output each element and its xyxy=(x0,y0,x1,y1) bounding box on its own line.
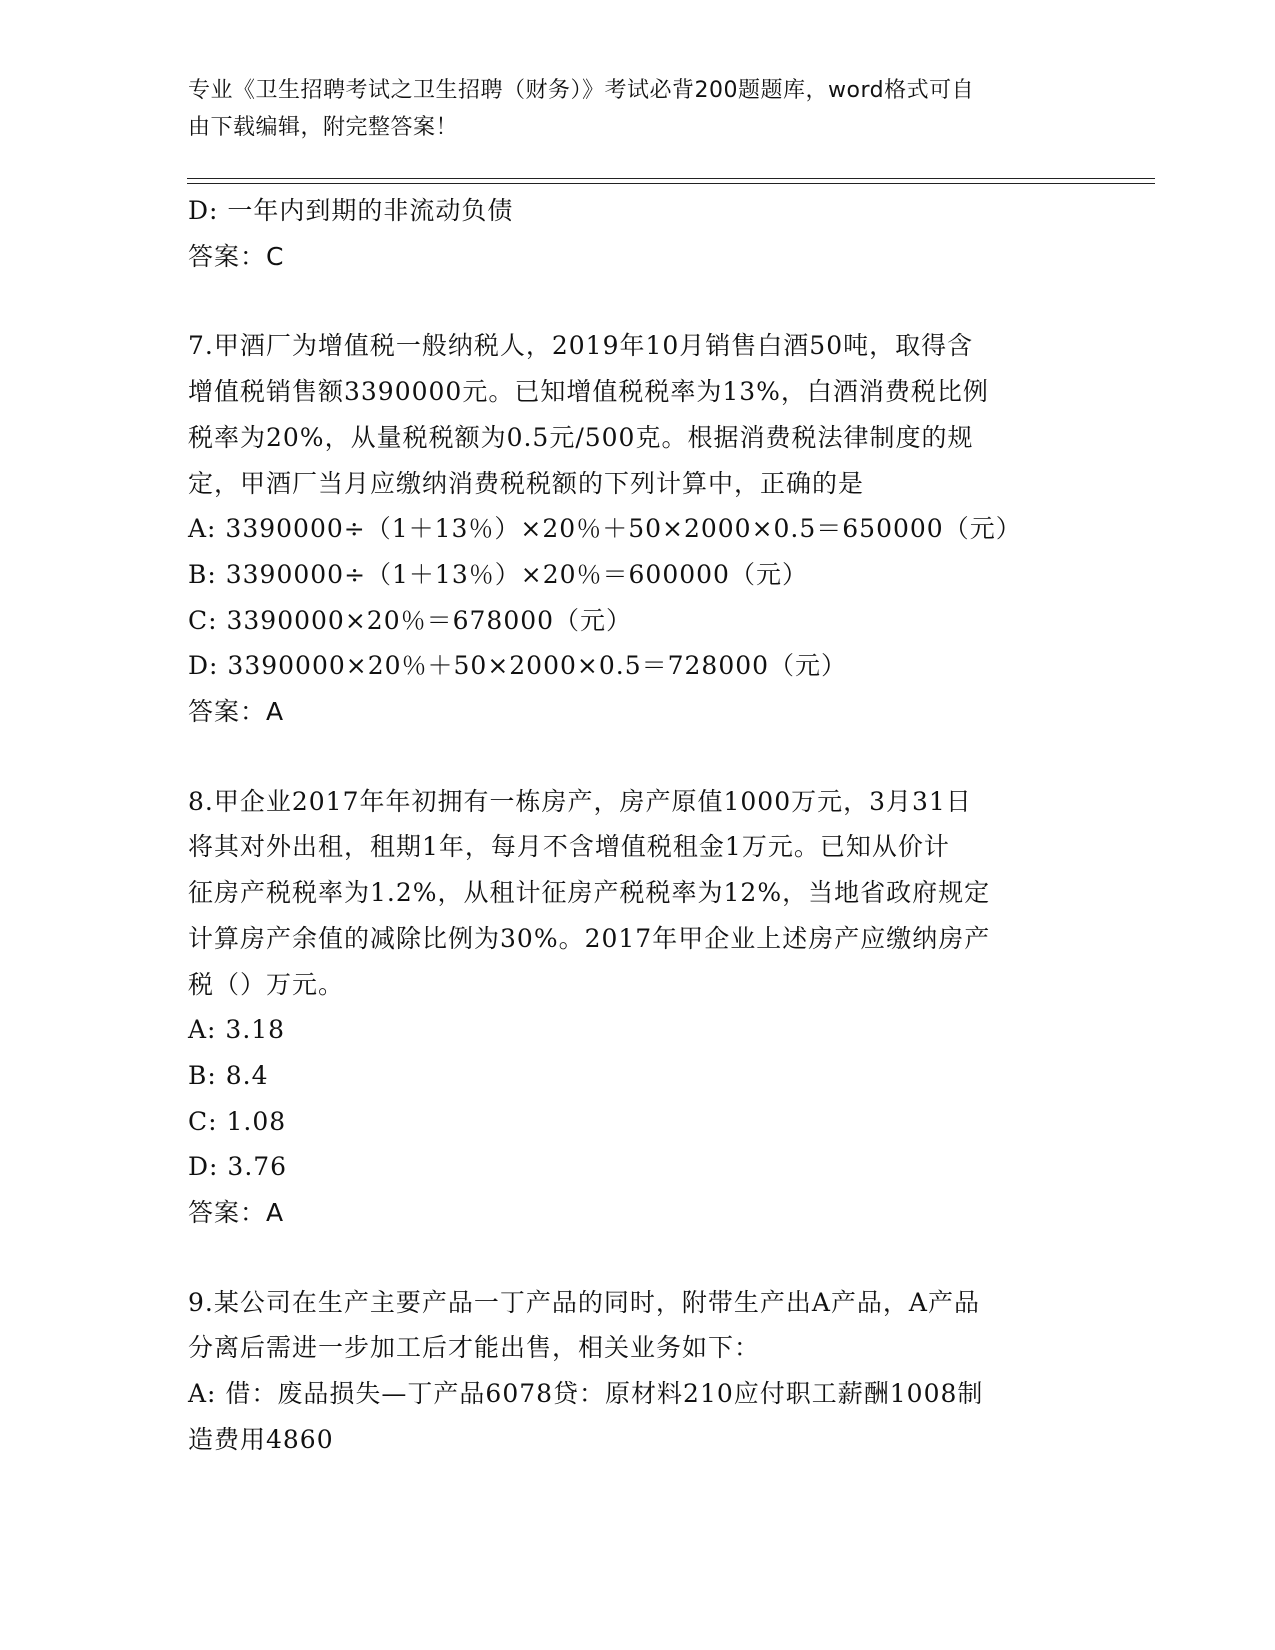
question-stem-line: 增值税销售额3390000元。已知增值税税率为13%，白酒消费税比例 xyxy=(188,377,989,407)
question-stem-line: 分离后需进一步加工后才能出售，相关业务如下： xyxy=(188,1333,761,1363)
question-stem-line: 计算房产余值的减除比例为30%。2017年甲企业上述房产应缴纳房产 xyxy=(188,923,991,953)
option-d: D: 一年内到期的非流动负债 xyxy=(188,196,514,225)
answer: 答案：C xyxy=(188,241,285,271)
document-body xyxy=(188,188,1088,1463)
question-stem-line: 税（）万元。 xyxy=(188,969,345,999)
question-stem-line: 将其对外出租，租期1年，每月不含增值税租金1万元。已知从价计 xyxy=(188,832,950,862)
option-b: B: 3390000÷（1＋13％）×20％＝600000（元） xyxy=(188,559,808,589)
answer: 答案：A xyxy=(188,1198,285,1228)
question-stem-line: 税率为20%，从量税税额为0.5元/500克。根据消费税法律制度的规 xyxy=(188,422,974,452)
question-9 xyxy=(188,1280,1088,1463)
header-divider-bottom xyxy=(187,183,1155,184)
question-stem-line: 定，甲酒厂当月应缴纳消费税税额的下列计算中，正确的是 xyxy=(188,468,865,498)
option-a: A: 3390000÷（1＋13％）×20％＋50×2000×0.5＝650000（元） xyxy=(188,514,1022,544)
question-stem-line: 7.甲酒厂为增值税一般纳税人，2019年10月销售白酒50吨，取得含 xyxy=(188,331,974,361)
option-b: B: 8.4 xyxy=(188,1060,269,1090)
document-header xyxy=(188,72,1068,146)
question-stem-line: 征房产税税率为1.2%，从租计征房产税税率为12%，当地省政府规定 xyxy=(188,878,991,908)
question-6-tail xyxy=(188,188,1088,279)
option-a: A: 3.18 xyxy=(188,1015,286,1045)
header-divider-top xyxy=(187,178,1155,179)
question-stem-line: 8.甲企业2017年年初拥有一栋房产，房产原值1000万元，3月31日 xyxy=(188,786,972,816)
option-a-continued: 造费用4860 xyxy=(188,1424,334,1454)
header-line-2: 由下载编辑，附完整答案！ xyxy=(188,115,459,140)
question-8 xyxy=(188,779,1088,1236)
option-d: D: 3.76 xyxy=(188,1152,288,1182)
option-c: C: 3390000×20％＝678000（元） xyxy=(188,605,633,635)
header-line-1: 专业《卫生招聘考试之卫生招聘（财务）》考试必背200题题库，word格式可自 xyxy=(188,78,975,103)
option-c: C: 1.08 xyxy=(188,1106,287,1136)
answer: 答案：A xyxy=(188,697,285,727)
question-7 xyxy=(188,323,1088,734)
option-d: D: 3390000×20％＋50×2000×0.5＝728000（元） xyxy=(188,651,848,681)
question-stem-line: 9.某公司在生产主要产品一丁产品的同时，附带生产出A产品，A产品 xyxy=(188,1287,980,1317)
option-a: A: 借：废品损失—丁产品6078贷：原材料210应付职工薪酬1008制 xyxy=(188,1379,984,1409)
